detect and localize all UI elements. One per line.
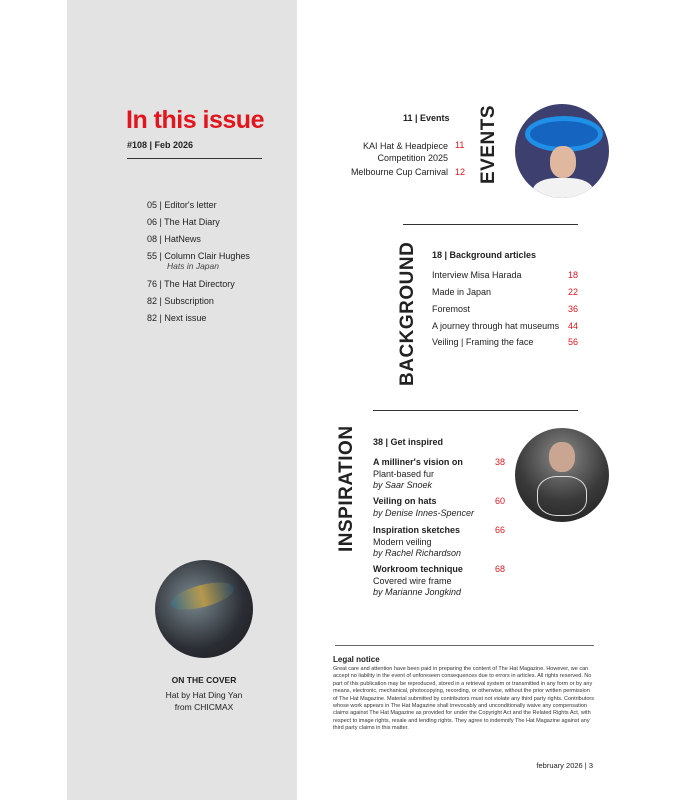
toc-label: 05 | Editor's letter: [147, 200, 217, 210]
toc-label: 08 | HatNews: [147, 234, 201, 244]
event-page: 11: [455, 140, 465, 150]
toc-label: 06 | The Hat Diary: [147, 217, 220, 227]
cover-line1: Hat by Hat Ding Yan: [165, 690, 243, 700]
article-page: 22: [567, 287, 578, 297]
article-title: Interview Misa Harada: [432, 270, 522, 280]
article-title: Made in Japan: [432, 287, 492, 297]
article-page: 44: [567, 321, 578, 331]
event-title: KAI Hat & Headpiece: [362, 141, 448, 151]
events-image: [515, 104, 609, 198]
item-author: by Rachel Richardson: [373, 548, 462, 558]
cover-line2: from CHICMAX: [174, 702, 234, 712]
article-page: 36: [567, 304, 578, 314]
wire-frame: [537, 476, 587, 516]
toc-item[interactable]: [147, 279, 235, 289]
article-row[interactable]: [432, 337, 578, 347]
page-footer: february 2026 | 3: [536, 761, 593, 770]
article-row[interactable]: [432, 321, 578, 331]
background-heading: 18 | Background articles: [432, 250, 537, 260]
toc-label: 82 | Next issue: [147, 313, 207, 323]
event-item[interactable]: Melbourne Cup Carnival: [350, 167, 448, 177]
cover-image: [155, 560, 253, 658]
inspiration-item[interactable]: [373, 457, 508, 492]
divider: [403, 224, 578, 225]
inspiration-heading: 38 | Get inspired: [373, 437, 444, 447]
article-title: Veiling | Framing the face: [432, 337, 534, 347]
item-subtitle: Covered wire frame: [373, 575, 452, 586]
item-page: 60: [495, 496, 506, 506]
hat-shape: [168, 577, 236, 615]
inspiration-image: [515, 428, 609, 522]
item-page: 68: [495, 564, 506, 574]
item-subtitle: Modern veiling: [373, 536, 432, 547]
events-heading: 11 | Events: [403, 113, 450, 123]
article-row[interactable]: [432, 287, 578, 297]
toc-item[interactable]: [147, 200, 217, 210]
event-item[interactable]: [330, 140, 448, 164]
section-label-events: EVENTS: [478, 104, 499, 184]
event-title: Competition 2025: [377, 153, 448, 163]
article-row[interactable]: [432, 304, 578, 314]
item-title: Inspiration sketches: [373, 525, 461, 535]
article-title: A journey through hat museums: [432, 321, 560, 331]
issue-number: #108 | Feb 2026: [127, 140, 194, 150]
divider: [373, 410, 578, 411]
divider: [335, 645, 594, 646]
event-page: 12: [455, 167, 466, 177]
shoulders: [533, 178, 593, 198]
divider: [127, 158, 262, 159]
article-page: 18: [567, 270, 578, 280]
item-subtitle: Plant-based fur: [373, 468, 435, 479]
toc-item[interactable]: [147, 217, 220, 227]
inspiration-item[interactable]: [373, 496, 508, 519]
inspiration-item[interactable]: [373, 525, 508, 560]
section-label-inspiration: INSPIRATION: [336, 425, 357, 552]
page-title: In this issue: [126, 106, 264, 134]
article-row[interactable]: [432, 270, 578, 280]
legal-heading: Legal notice: [333, 655, 380, 664]
item-author: by Saar Snoek: [373, 480, 433, 490]
toc-label: 55 | Column Clair Hughes: [147, 251, 250, 261]
item-page: 38: [495, 457, 506, 467]
toc-item[interactable]: [147, 296, 214, 306]
item-title: A milliner's vision on: [373, 457, 463, 467]
toc-item[interactable]: [147, 234, 201, 244]
item-page: 66: [495, 525, 506, 535]
toc-sublabel: Hats in Japan: [167, 261, 219, 271]
face: [549, 442, 575, 472]
face: [550, 146, 576, 178]
toc-label: 82 | Subscription: [147, 296, 214, 306]
item-title: Workroom technique: [373, 564, 463, 574]
item-title: Veiling on hats: [373, 496, 437, 506]
section-label-background: BACKGROUND: [397, 241, 418, 386]
article-title: Foremost: [432, 304, 471, 314]
item-author: by Denise Innes-Spencer: [373, 507, 475, 518]
inspiration-item[interactable]: [373, 564, 508, 599]
toc-item[interactable]: [147, 251, 250, 271]
legal-text: Great care and attention have been paid in preparing the content of The Hat Magazine. However, we can accept no liability in the event of unforeseen consequences due to errors in articles. All rights reserved. No part of this publication may be reproduced, stored in a retrieval system or transmitted in any form or by any means, electronic, mechanical, photocopying, recording, or otherwise, without the prior written permission of The Hat Magazine. Material submitted by contributors must not violate any third party rights. Contributors whose work appears in The Hat Magazine shall irrevocably and unconditionally waive any compensation claims against The Hat Magazine as provided for under the Copyright Act and the Related Rights Act, with respect to image rights, resale and lending rights. They agree to indemnify The Hat Magazine against any third party claims in this matter.: [333, 666, 594, 732]
toc-item[interactable]: [147, 313, 206, 323]
item-author: by Marianne Jongkind: [373, 587, 462, 597]
cover-heading: ON THE COVER: [171, 675, 237, 685]
toc-label: 76 | The Hat Directory: [147, 279, 235, 289]
article-page: 56: [567, 337, 578, 347]
